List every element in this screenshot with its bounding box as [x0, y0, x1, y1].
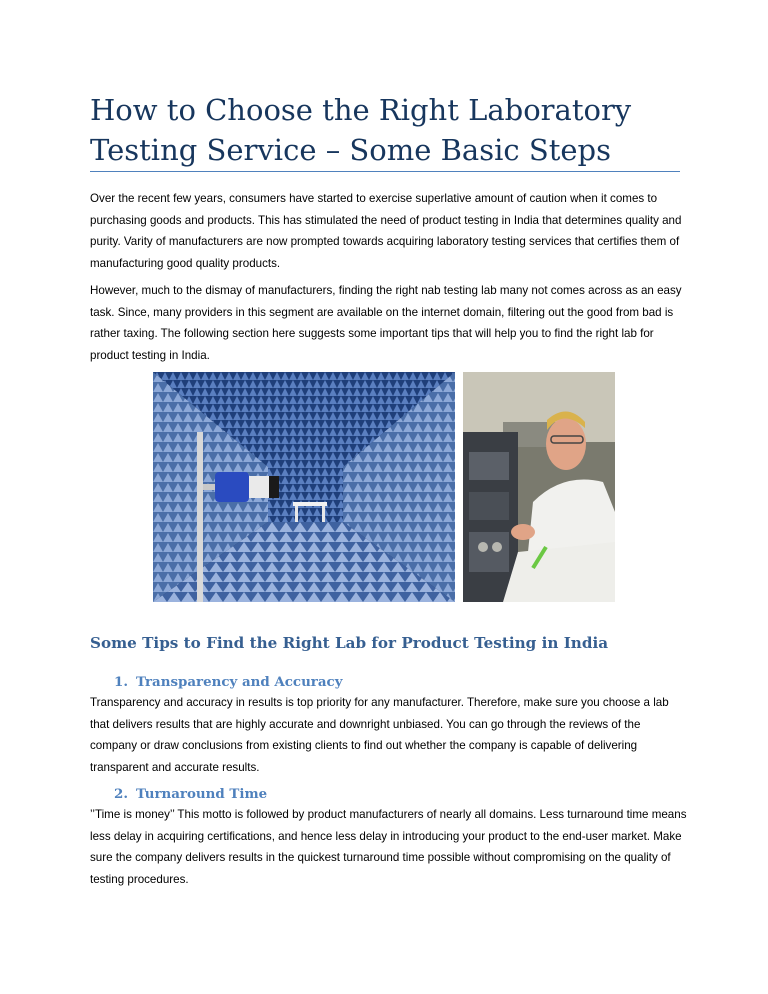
section-heading: Some Tips to Find the Right Lab for Product Testing in India — [90, 634, 609, 652]
intro-paragraph-2: However, much to the dismay of manufacturers, finding the right nab testing lab many not comes across as an easy task. Since, many providers in this segment are available on the internet domain, filtering out the good from bad is rather taxing. The following section here suggests some important tips that will help you to find the right lab for product testing in India. — [90, 284, 682, 362]
tip-1-number: 1. — [114, 674, 128, 690]
tip-2-title: Turnaround Time — [136, 786, 268, 802]
intro-paragraph-1: Over the recent few years, consumers have started to exercise superlative amount of caution when it comes to purchasing goods and products. This has stimulated the need of product testing in India that determines quality and purity. Varity of manufacturers are now prompted towards acquiring laboratory testing services that certifies them of manufacturing good quality products. — [90, 192, 682, 270]
tip-2-number: 2. — [114, 786, 128, 802]
tip-1-title: Transparency and Accuracy — [136, 674, 343, 690]
anechoic-chamber-photo — [153, 372, 455, 602]
title-underline — [90, 171, 680, 172]
tip-1-heading — [114, 674, 342, 690]
scientist-lab-photo — [463, 372, 615, 602]
document-title — [90, 90, 690, 170]
tip-2-heading — [114, 786, 267, 802]
tip-2-body: ’’Time is money’’ This motto is followed by product manufacturers of nearly all domains. Less turnaround time means less delay in acquiring certifications, and hence less delay in introducing your product to the end-user market. Make sure the company delivers results in the quickest turnaround time possible without compromising on the quality of testing procedures. — [90, 808, 687, 886]
title-line-1: How to Choose the Right Laboratory — [90, 93, 632, 127]
tip-1-body: Transparency and accuracy in results is top priority for any manufacturer. Therefore, make sure you choose a lab that delivers results that are highly accurate and downright unbiased. You can go through the reviews of the company or draw conclusions from existing clients to find out whether the company is capable of delivering transparent and accurate results. — [90, 696, 669, 774]
title-line-2: Testing Service – Some Basic Steps — [90, 133, 611, 167]
